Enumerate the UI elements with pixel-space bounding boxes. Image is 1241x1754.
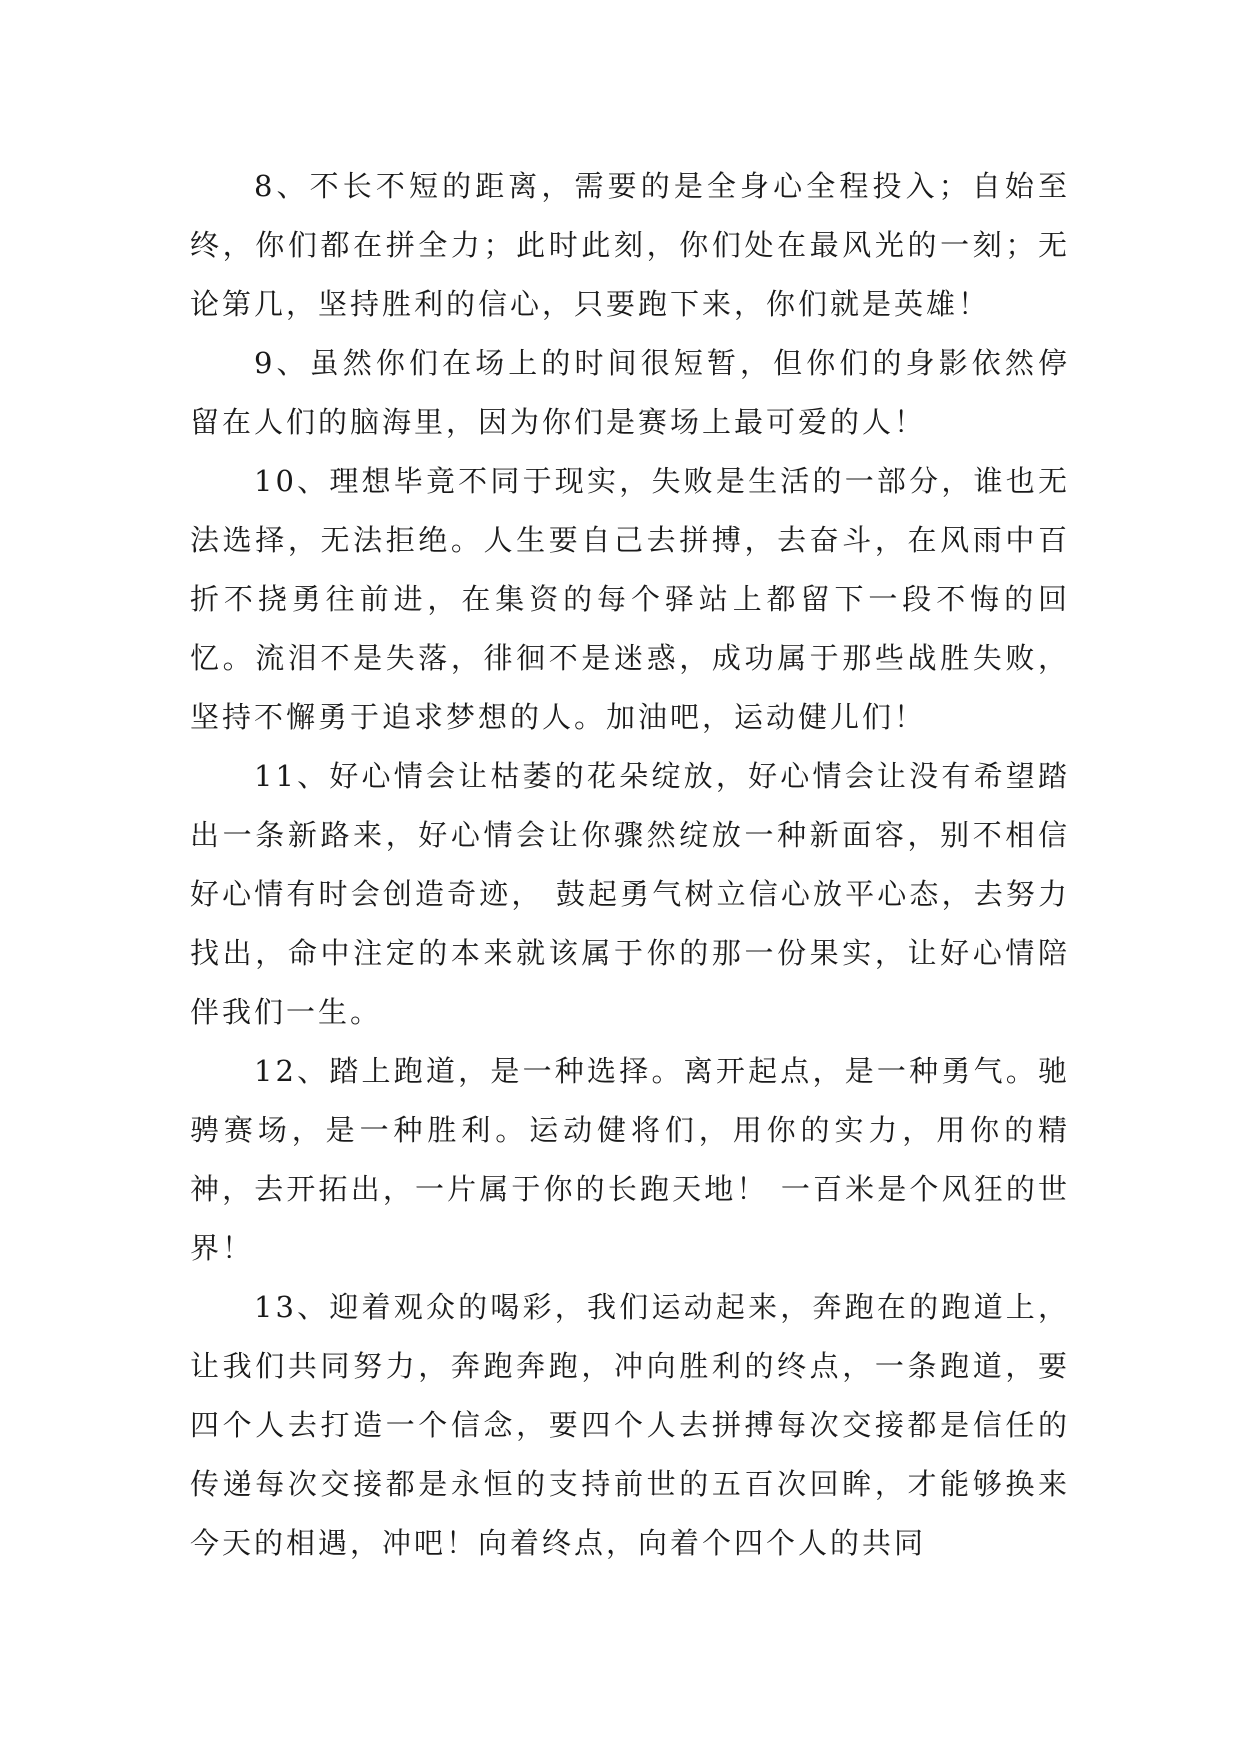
paragraph-12: 12、踏上跑道，是一种选择。离开起点，是一种勇气。驰骋赛场，是一种胜利。运动健将们，用你的实力，用你的精神，去开拓出，一片属于你的长跑天地！ 一百米是个风狂的世界！ (190, 1054, 1070, 1265)
paragraph-13: 13、迎着观众的喝彩，我们运动起来，奔跑在的跑道上，让我们共同努力，奔跑奔跑，冲向胜利的终点，一条跑道，要四个人去打造一个信念，要四个人去拼搏每次交接都是信任的传递每次交接都是永恒的支持前世的五百次回眸，才能够换来今天的相遇，冲吧！向着终点，向着个四个人的共同 (190, 1290, 1070, 1560)
paragraph-11: 11、好心情会让枯萎的花朵绽放，好心情会让没有希望踏出一条新路来，好心情会让你骤然绽放一种新面容，别不相信好心情有时会创造奇迹， 鼓起勇气树立信心放平心态，去努力找出，命中注定的本来就该属于你的那一份果实，让好心情陪伴我们一生。 (190, 759, 1070, 1029)
paragraph-8: 8、不长不短的距离，需要的是全身心全程投入；自始至终，你们都在拼全力；此时此刻，你们处在最风光的一刻；无论第几，坚持胜利的信心，只要跑下来，你们就是英雄！ (190, 169, 1070, 321)
body-text (190, 157, 1070, 1573)
paragraph-9: 9、虽然你们在场上的时间很短暂，但你们的身影依然停留在人们的脑海里，因为你们是赛场上最可爱的人！ (190, 346, 1070, 439)
paragraph-10: 10、理想毕竟不同于现实，失败是生活的一部分，谁也无法选择，无法拒绝。人生要自己去拼搏，去奋斗，在风雨中百折不挠勇往前进，在集资的每个驿站上都留下一段不悔的回忆。流泪不是失落，徘徊不是迷惑，成功属于那些战胜失败，坚持不懈勇于追求梦想的人。加油吧，运动健儿们！ (190, 464, 1070, 734)
